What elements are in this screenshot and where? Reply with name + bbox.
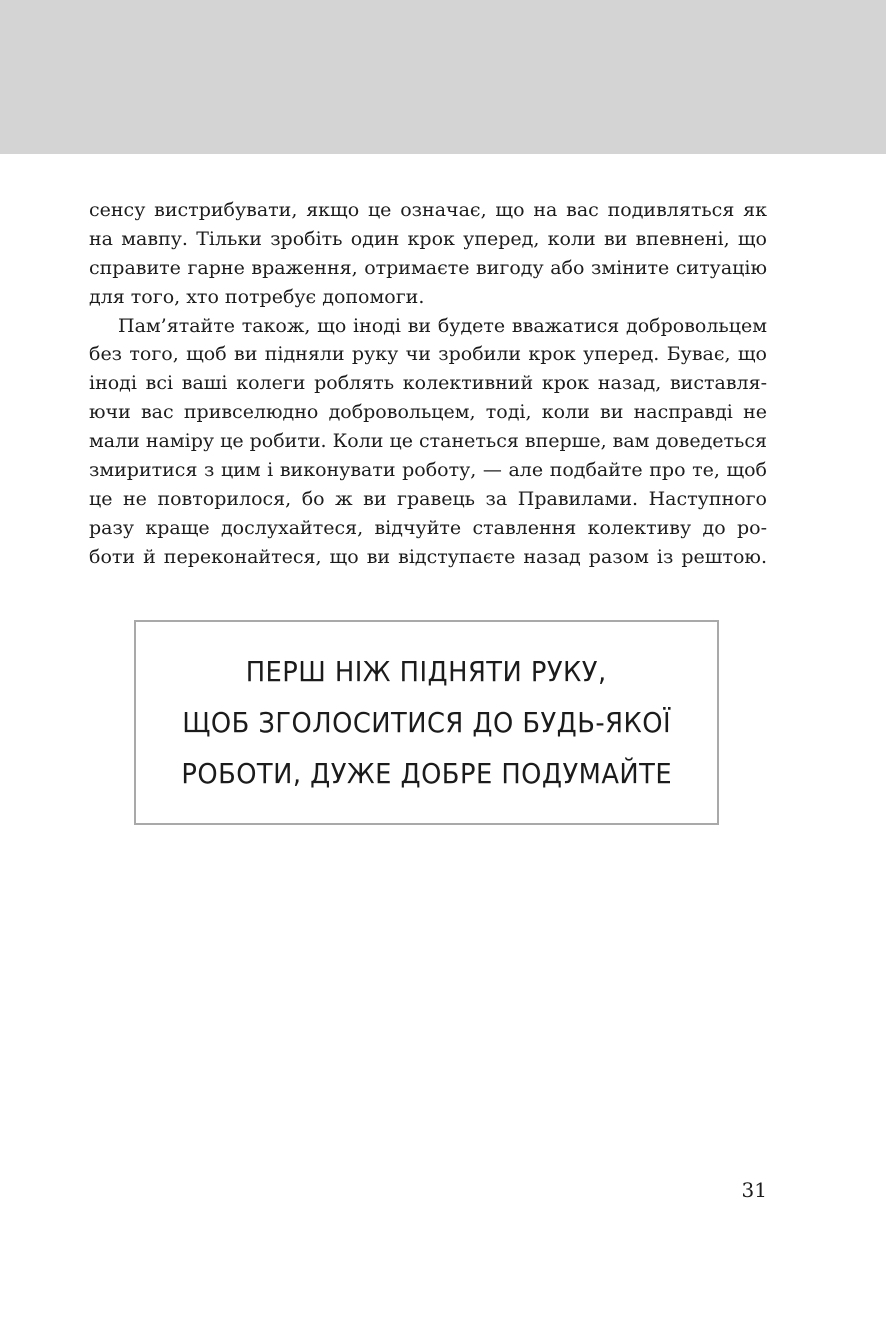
body-line: іноді всі ваші колеги роблять колективний крок назад, виставля- [89, 372, 767, 395]
body-line: на мавпу. Тільки зробіть один крок уперед, коли ви впевнені, що [89, 227, 767, 250]
body-line: це не повторилося, бо ж ви гравець за Правилами. Наступного [89, 487, 767, 510]
body-line: для того, хто потребує допомоги. [89, 285, 425, 308]
callout-line: РОБОТИ, ДУЖЕ ДОБРЕ ПОДУМАЙТЕ [181, 757, 672, 790]
body-line: разу краще дослухайтеся, відчуйте ставлення колективу до ро- [89, 516, 767, 539]
body-text [89, 196, 767, 572]
callout-line: ПЕРШ НІЖ ПІДНЯТИ РУКУ, [246, 655, 607, 688]
body-line: Пам’ятайте також, що іноді ви будете вважатися добровольцем [118, 314, 767, 337]
body-line: без того, щоб ви підняли руку чи зробили крок уперед. Буває, що [89, 343, 767, 366]
body-line: змиритися з цим і виконувати роботу, — але подбайте про те, щоб [89, 459, 767, 482]
body-line: боти й переконайтеся, що ви відступаєте назад разом із рештою. [89, 545, 767, 568]
callout-box [134, 620, 719, 825]
header-band [0, 0, 886, 154]
body-line: мали наміру це робити. Коли це станеться вперше, вам доведеться [89, 430, 767, 453]
callout-line: ЩОБ ЗГОЛОСИТИСЯ ДО БУДЬ-ЯКОЇ [182, 706, 671, 739]
body-line: ючи вас привселюдно добровольцем, тоді, коли ви насправді не [89, 401, 767, 424]
page-number: 31 [741, 1178, 767, 1202]
body-line: справите гарне враження, отримаєте вигоду або зміните ситуацію [89, 256, 767, 279]
body-line: сенсу вистрибувати, якщо це означає, що на вас подивляться як [89, 199, 767, 221]
